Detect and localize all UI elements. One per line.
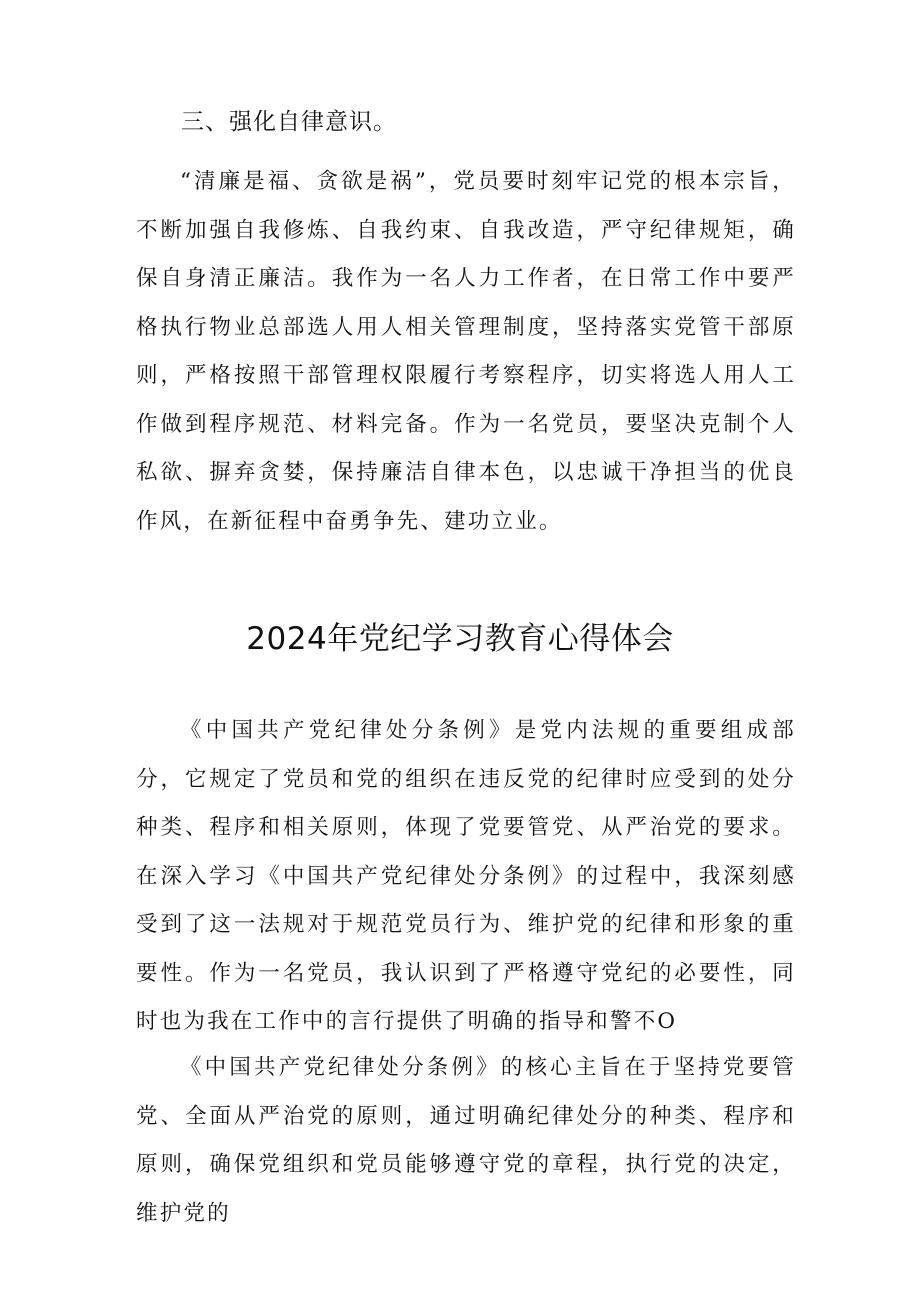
section-heading: 三、强化自律意识。 [181, 109, 397, 135]
paragraph-regulations-intro: 《中国共产党纪律处分条例》是党内法规的重要组成部分，它规定了党员和党的组织在违反党的纪律时应受到的处分种类、程序和相关原则，体现了党要管党、从严治党的要求。在深入学习《中国共产党纪律处分条例》的过程中，我深刻感受到了这一法规对于规范党员行为、维护党的纪律和形象的重要性。作为一名党员，我认识到了严格遵守党纪的必要性，同时也为我在工作中的言行提供了明确的指导和警不O [136, 718, 796, 1034]
paragraph-core-purpose: 《中国共产党纪律处分条例》的核心主旨在于坚持党要管党、全面从严治党的原则，通过明确纪律处分的种类、程序和原则，确保党组织和党员能够遵守党的章程，执行党的决定，维护党的 [136, 1055, 796, 1226]
paragraph-self-discipline: “清廉是福、贪欲是祸”，党员要时刻牢记党的根本宗旨，不断加强自我修炼、自我约束、自我改造，严守纪律规矩，确保自身清正廉洁。我作为一名人力工作者，在日常工作中要严格执行物业总部选人用人相关管理制度，坚持落实党管干部原则，严格按照干部管理权限履行考察程序，切实将选人用人工作做到程序规范、材料完备。作为一名党员，要坚决克制个人私欲、摒弃贪婪，保持廉洁自律本色，以忠诚干净担当的优良作风，在新征程中奋勇争先、建功立业。 [136, 169, 796, 534]
document-title: 2024年党纪学习教育心得体会 [246, 621, 674, 657]
